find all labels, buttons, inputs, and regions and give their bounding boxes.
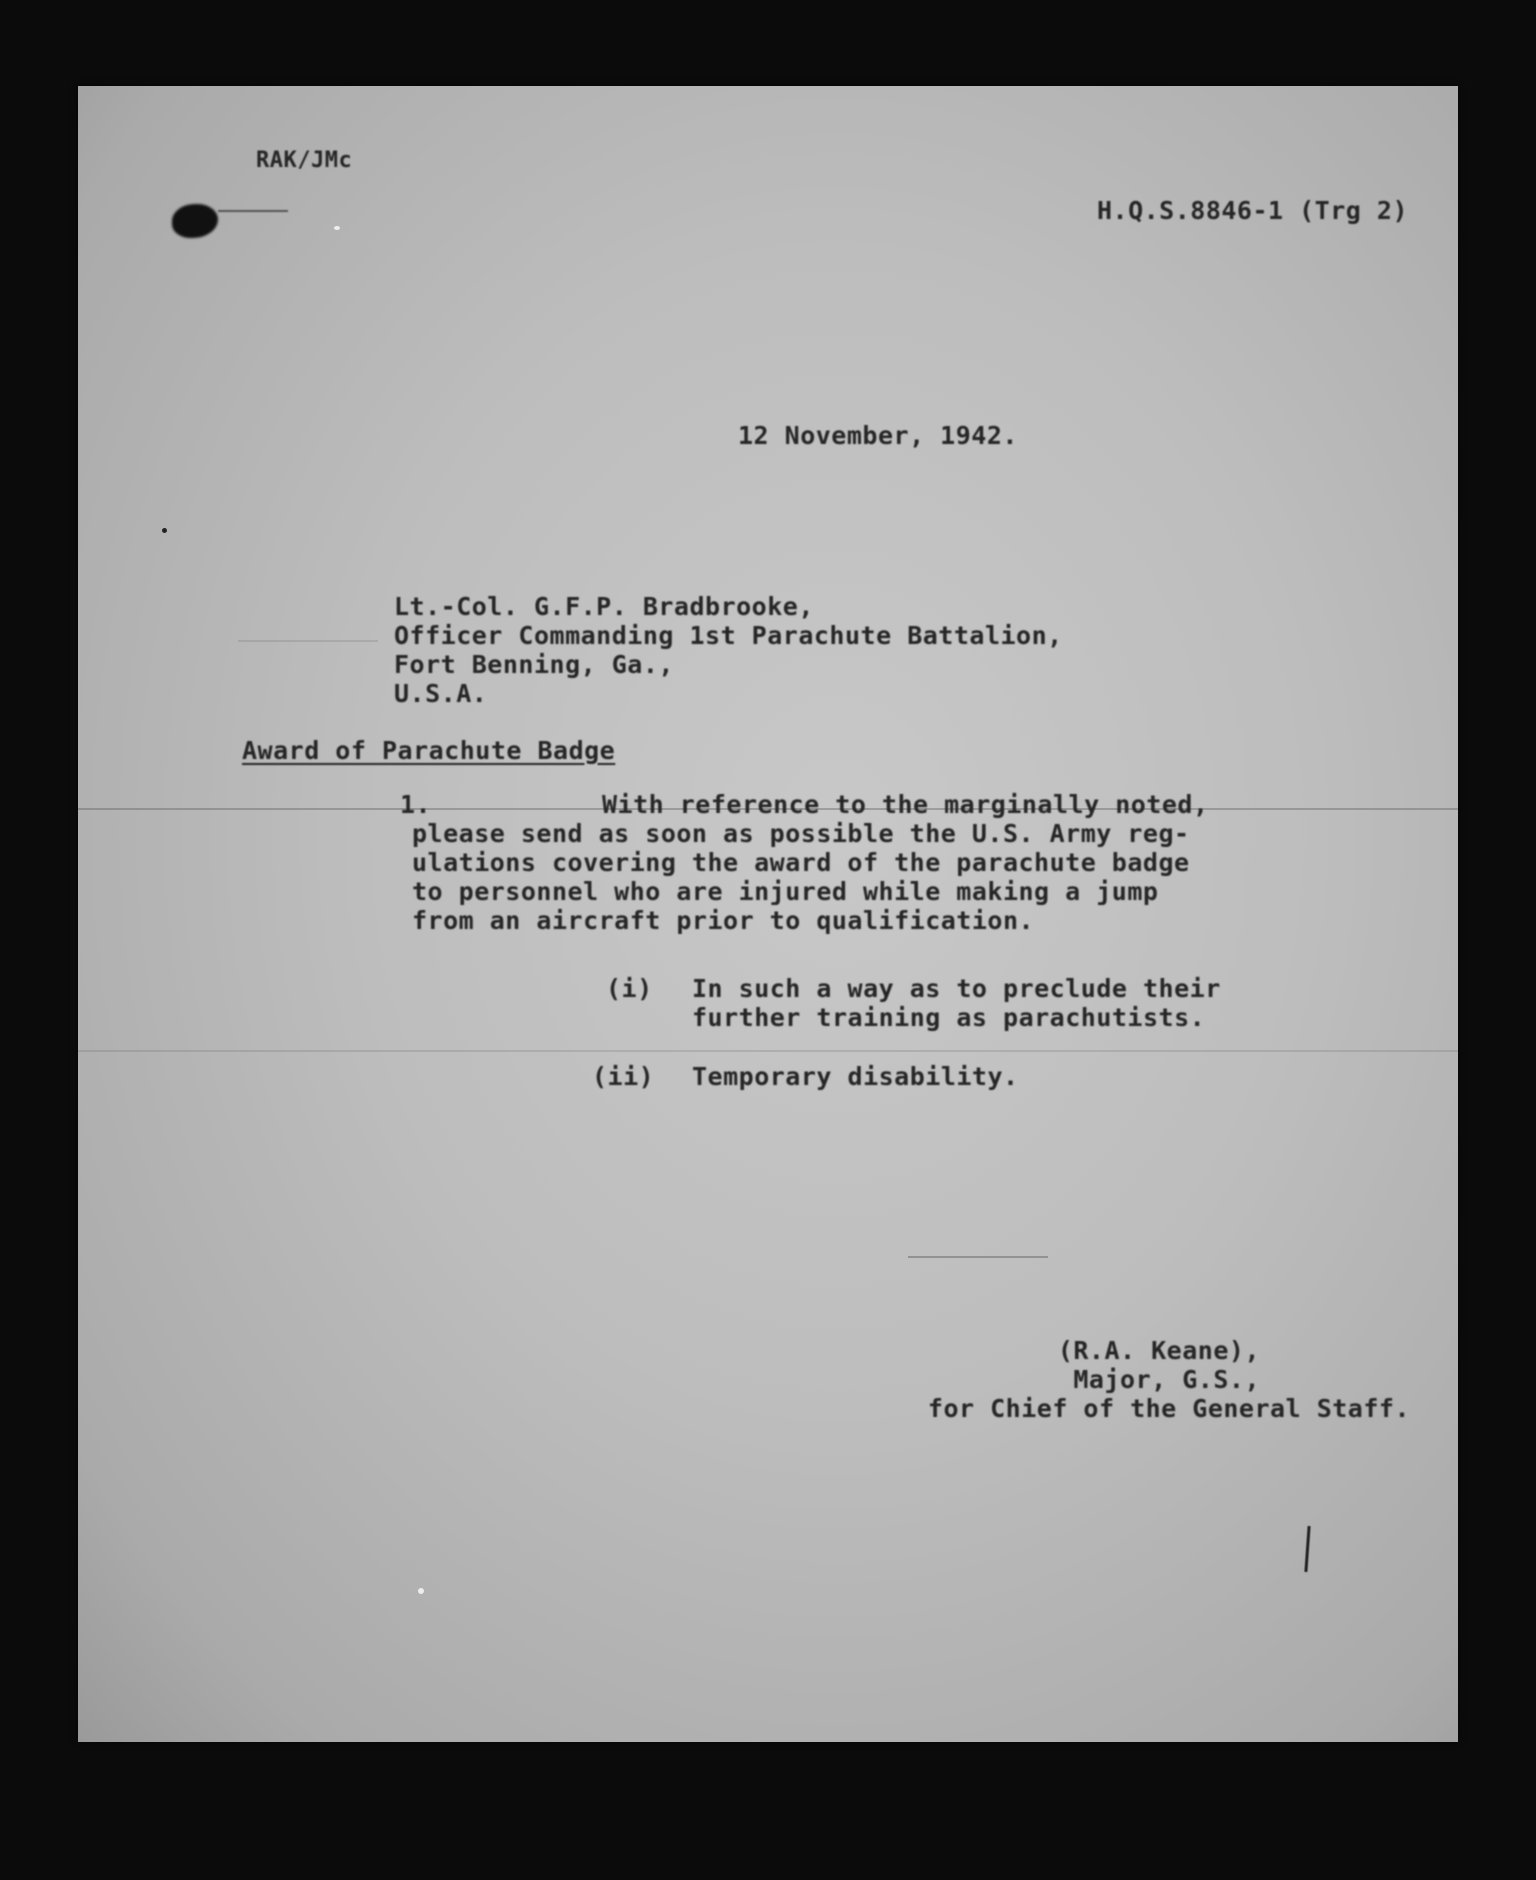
ink-trail [218, 210, 288, 212]
paragraph-number: 1. [400, 790, 432, 819]
speck [418, 1588, 424, 1594]
faint-rule [908, 1256, 1048, 1258]
signature-block [928, 1336, 1410, 1423]
item-line: further training as parachutists. [692, 1003, 1206, 1032]
item-text [692, 974, 1221, 1032]
ink-blot [172, 204, 218, 238]
item-line: In such a way as to preclude their [692, 974, 1221, 1003]
letter-date: 12 November, 1942. [738, 421, 1018, 450]
speck [334, 226, 340, 230]
item-line: Temporary disability. [692, 1062, 1019, 1091]
paragraph-line-text: With reference to the marginally noted, [602, 790, 1209, 819]
signature-title: for Chief of the General Staff. [927, 1394, 1410, 1423]
reference-initials: RAK/JMc [256, 148, 353, 173]
addressee-line: U.S.A. [394, 679, 488, 708]
signature-name: (R.A. Keane), [1057, 1336, 1260, 1365]
faint-rule [238, 640, 378, 642]
paragraph-line: please send as soon as possible the U.S. Army reg- [412, 819, 1190, 848]
speck [162, 528, 167, 533]
addressee-line: Lt.-Col. G.F.P. Bradbrooke, [394, 592, 814, 621]
paragraph-body [412, 790, 1209, 935]
paragraph-line [412, 790, 1209, 819]
addressee-line: Fort Benning, Ga., [394, 650, 674, 679]
item-number: (i) [606, 974, 653, 1003]
file-reference: H.Q.S.8846-1 (Trg 2) [1096, 196, 1408, 225]
fold-line [78, 1050, 1458, 1052]
item-text [692, 1062, 1019, 1091]
signature-rank: Major, G.S., [1073, 1365, 1260, 1394]
addressee-block [394, 592, 1063, 708]
addressee-line: Officer Commanding 1st Parachute Battalion, [394, 621, 1063, 650]
letter-page [78, 86, 1458, 1742]
paragraph-line: to personnel who are injured while making a jump [412, 877, 1159, 906]
paragraph-line: from an aircraft prior to qualification. [412, 906, 1035, 935]
paragraph-line: ulations covering the award of the parachute badge [412, 848, 1190, 877]
item-number: (ii) [592, 1062, 655, 1091]
subject-heading: Award of Parachute Badge [242, 736, 616, 765]
pen-mark [1304, 1526, 1310, 1572]
